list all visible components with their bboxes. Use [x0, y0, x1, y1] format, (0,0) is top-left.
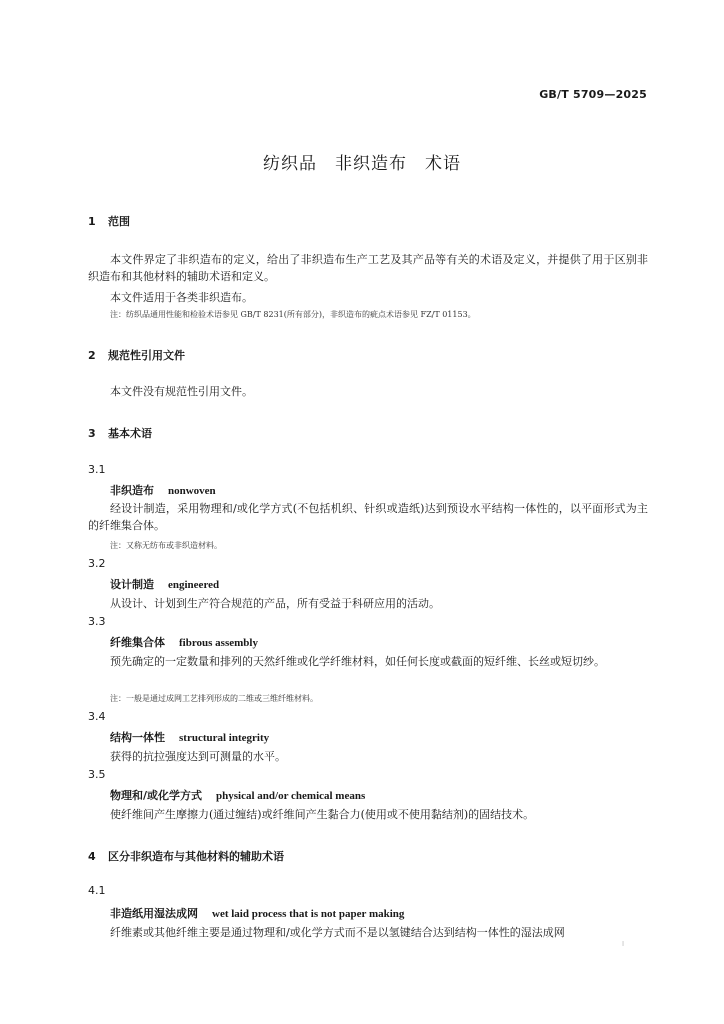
section-title: 范围: [108, 215, 130, 228]
term-definition: 预先确定的一定数量和排列的天然纤维或化学纤维材料，如任何长度或截面的短纤维、长丝或短切纱。: [110, 655, 605, 668]
term-zh: 结构一体性: [110, 731, 165, 744]
term-heading: [110, 634, 258, 650]
note: 注：又称无纺布或非织造材料。: [110, 541, 222, 550]
section-heading-1: [88, 213, 130, 229]
term-en: fibrous assembly: [179, 637, 258, 649]
section-number: 1: [88, 215, 96, 228]
term-zh: 物理和/或化学方式: [110, 789, 203, 802]
term-zh: 非造纸用湿法成网: [110, 907, 198, 920]
term-number: 3.1: [88, 463, 106, 476]
term-zh: 纤维集合体: [110, 636, 165, 649]
term-number: 3.2: [88, 557, 106, 570]
term-en: engineered: [168, 579, 220, 591]
term-en: structural integrity: [179, 732, 270, 744]
term-heading: [110, 576, 219, 592]
term-definition: 获得的抗拉强度达到可测量的水平。: [110, 750, 286, 763]
term-heading: [110, 905, 404, 921]
note: 注：一般是通过成网工艺排列形成的二维或三维纤维材料。: [110, 694, 318, 703]
term-heading: [110, 787, 365, 803]
section-number: 4: [88, 850, 96, 863]
page-mark: I: [622, 940, 625, 948]
term-definition: 纤维素或其他纤维主要是通过物理和/或化学方式而不是以氢键结合达到结构一体性的湿法成网: [110, 926, 565, 939]
standard-code: GB/T 5709—2025: [539, 88, 647, 101]
term-number: 3.5: [88, 768, 106, 781]
term-heading: [110, 729, 269, 745]
section-heading-3: [88, 425, 152, 441]
term-number: 3.4: [88, 710, 106, 723]
term-number: 4.1: [88, 884, 106, 897]
section-number: 2: [88, 349, 96, 362]
term-definition: 从设计、计划到生产符合规范的产品，所有受益于科研应用的活动。: [110, 597, 440, 610]
section-title: 基本术语: [108, 427, 152, 440]
note: 注：纺织品通用性能和检验术语参见 GB/T 8231(所有部分)，非织造布的疵点术语参见 FZ/T 01153。: [110, 310, 476, 319]
term-heading: [110, 482, 216, 498]
term-zh: 设计制造: [110, 578, 154, 591]
term-en: nonwoven: [168, 485, 216, 497]
document-title: 纺织品 非织造布 术语: [263, 154, 461, 174]
section-number: 3: [88, 427, 96, 440]
term-en: physical and/or chemical means: [216, 790, 366, 802]
section-title: 区分非织造布与其他材料的辅助术语: [108, 850, 284, 863]
paragraph: 本文件适用于各类非织造布。: [110, 291, 253, 304]
term-definition: 经设计制造，采用物理和/或化学方式(不包括机织、针织或造纸)达到预设水平结构一体性的，以平面形式为主的纤维集合体。: [88, 502, 648, 532]
term-definition: 使纤维间产生摩擦力(通过缠结)或纤维间产生黏合力(使用或不使用黏结剂)的固结技术。: [110, 808, 535, 821]
paragraph: 本文件没有规范性引用文件。: [110, 385, 253, 398]
section-heading-4: [88, 848, 284, 864]
paragraph: 本文件界定了非织造布的定义，给出了非织造布生产工艺及其产品等有关的术语及定义，并提供了用于区别非织造布和其他材料的辅助术语和定义。: [88, 253, 648, 283]
section-heading-2: [88, 347, 185, 363]
section-title: 规范性引用文件: [108, 349, 185, 362]
term-zh: 非织造布: [110, 484, 154, 497]
term-en: wet laid process that is not paper making: [212, 908, 405, 920]
term-number: 3.3: [88, 615, 106, 628]
